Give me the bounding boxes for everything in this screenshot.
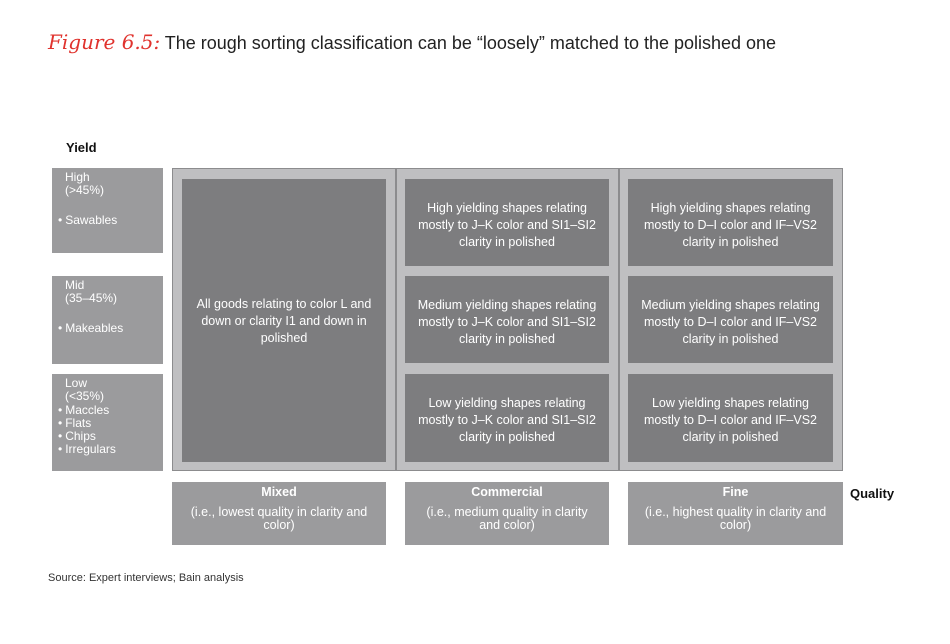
cell-commercial-mid [405, 276, 609, 363]
cell-fine-high [628, 179, 833, 266]
cell-text: Low yielding shapes relating mostly to D–I color and IF–VS2 clarity in polished [644, 396, 817, 444]
yield-low-range: (<35%) [65, 389, 105, 403]
cell-mixed [182, 179, 386, 462]
yield-low-item: • Flats [58, 417, 163, 430]
quality-fine-box [628, 482, 843, 545]
quality-mixed-desc: (i.e., lowest quality in clarity and color) [190, 505, 368, 532]
quality-mixed-box [172, 482, 386, 545]
source-note: Source: Expert interviews; Bain analysis [48, 572, 244, 584]
yield-high-box [52, 168, 163, 253]
yield-axis-label: Yield [66, 140, 97, 155]
cell-fine-mid [628, 276, 833, 363]
yield-high-range: (>45%) [65, 183, 105, 197]
quality-commercial-title: Commercial [471, 485, 543, 499]
cell-text: High yielding shapes relating mostly to J–K color and SI1–SI2 clarity in polished [418, 201, 596, 249]
cell-commercial-low [405, 374, 609, 462]
yield-high-item: • Sawables [58, 214, 163, 227]
figure-label: Figure 6.5: [48, 30, 161, 54]
column-divider [395, 168, 397, 471]
yield-high-title: High [65, 170, 90, 184]
column-divider [618, 168, 620, 471]
yield-mid-title: Mid [65, 278, 85, 292]
yield-mid-range: (35–45%) [65, 291, 118, 305]
cell-text: High yielding shapes relating mostly to D–I color and IF–VS2 clarity in polished [644, 201, 817, 249]
quality-fine-title: Fine [722, 485, 749, 499]
yield-mid-item: • Makeables [58, 322, 163, 335]
yield-low-item: • Maccles [58, 404, 163, 417]
figure-title-text: The rough sorting classification can be “loosely” matched to the polished one [164, 33, 777, 53]
cell-text: Medium yielding shapes relating mostly to D–I color and IF–VS2 clarity in polished [641, 298, 820, 346]
cell-commercial-high [405, 179, 609, 266]
quality-fine-desc: (i.e., highest quality in clarity and color) [644, 505, 827, 532]
yield-low-item: • Chips [58, 430, 163, 443]
cell-mixed-text: All goods relating to color L and down or clarity I1 and down in polished [196, 297, 372, 345]
quality-mixed-title: Mixed [261, 485, 297, 499]
yield-mid-box [52, 276, 163, 364]
quality-commercial-box [405, 482, 609, 545]
figure-title [48, 30, 776, 54]
yield-low-item: • Irregulars [58, 443, 163, 456]
quality-commercial-desc: (i.e., medium quality in clarity and color) [426, 505, 588, 532]
quality-axis-label: Quality [850, 486, 895, 501]
yield-low-title: Low [65, 376, 88, 390]
cell-text: Low yielding shapes relating mostly to J–K color and SI1–SI2 clarity in polished [418, 396, 596, 444]
cell-text: Medium yielding shapes relating mostly to J–K color and SI1–SI2 clarity in polished [417, 298, 597, 346]
cell-fine-low [628, 374, 833, 462]
yield-low-box [52, 374, 163, 471]
